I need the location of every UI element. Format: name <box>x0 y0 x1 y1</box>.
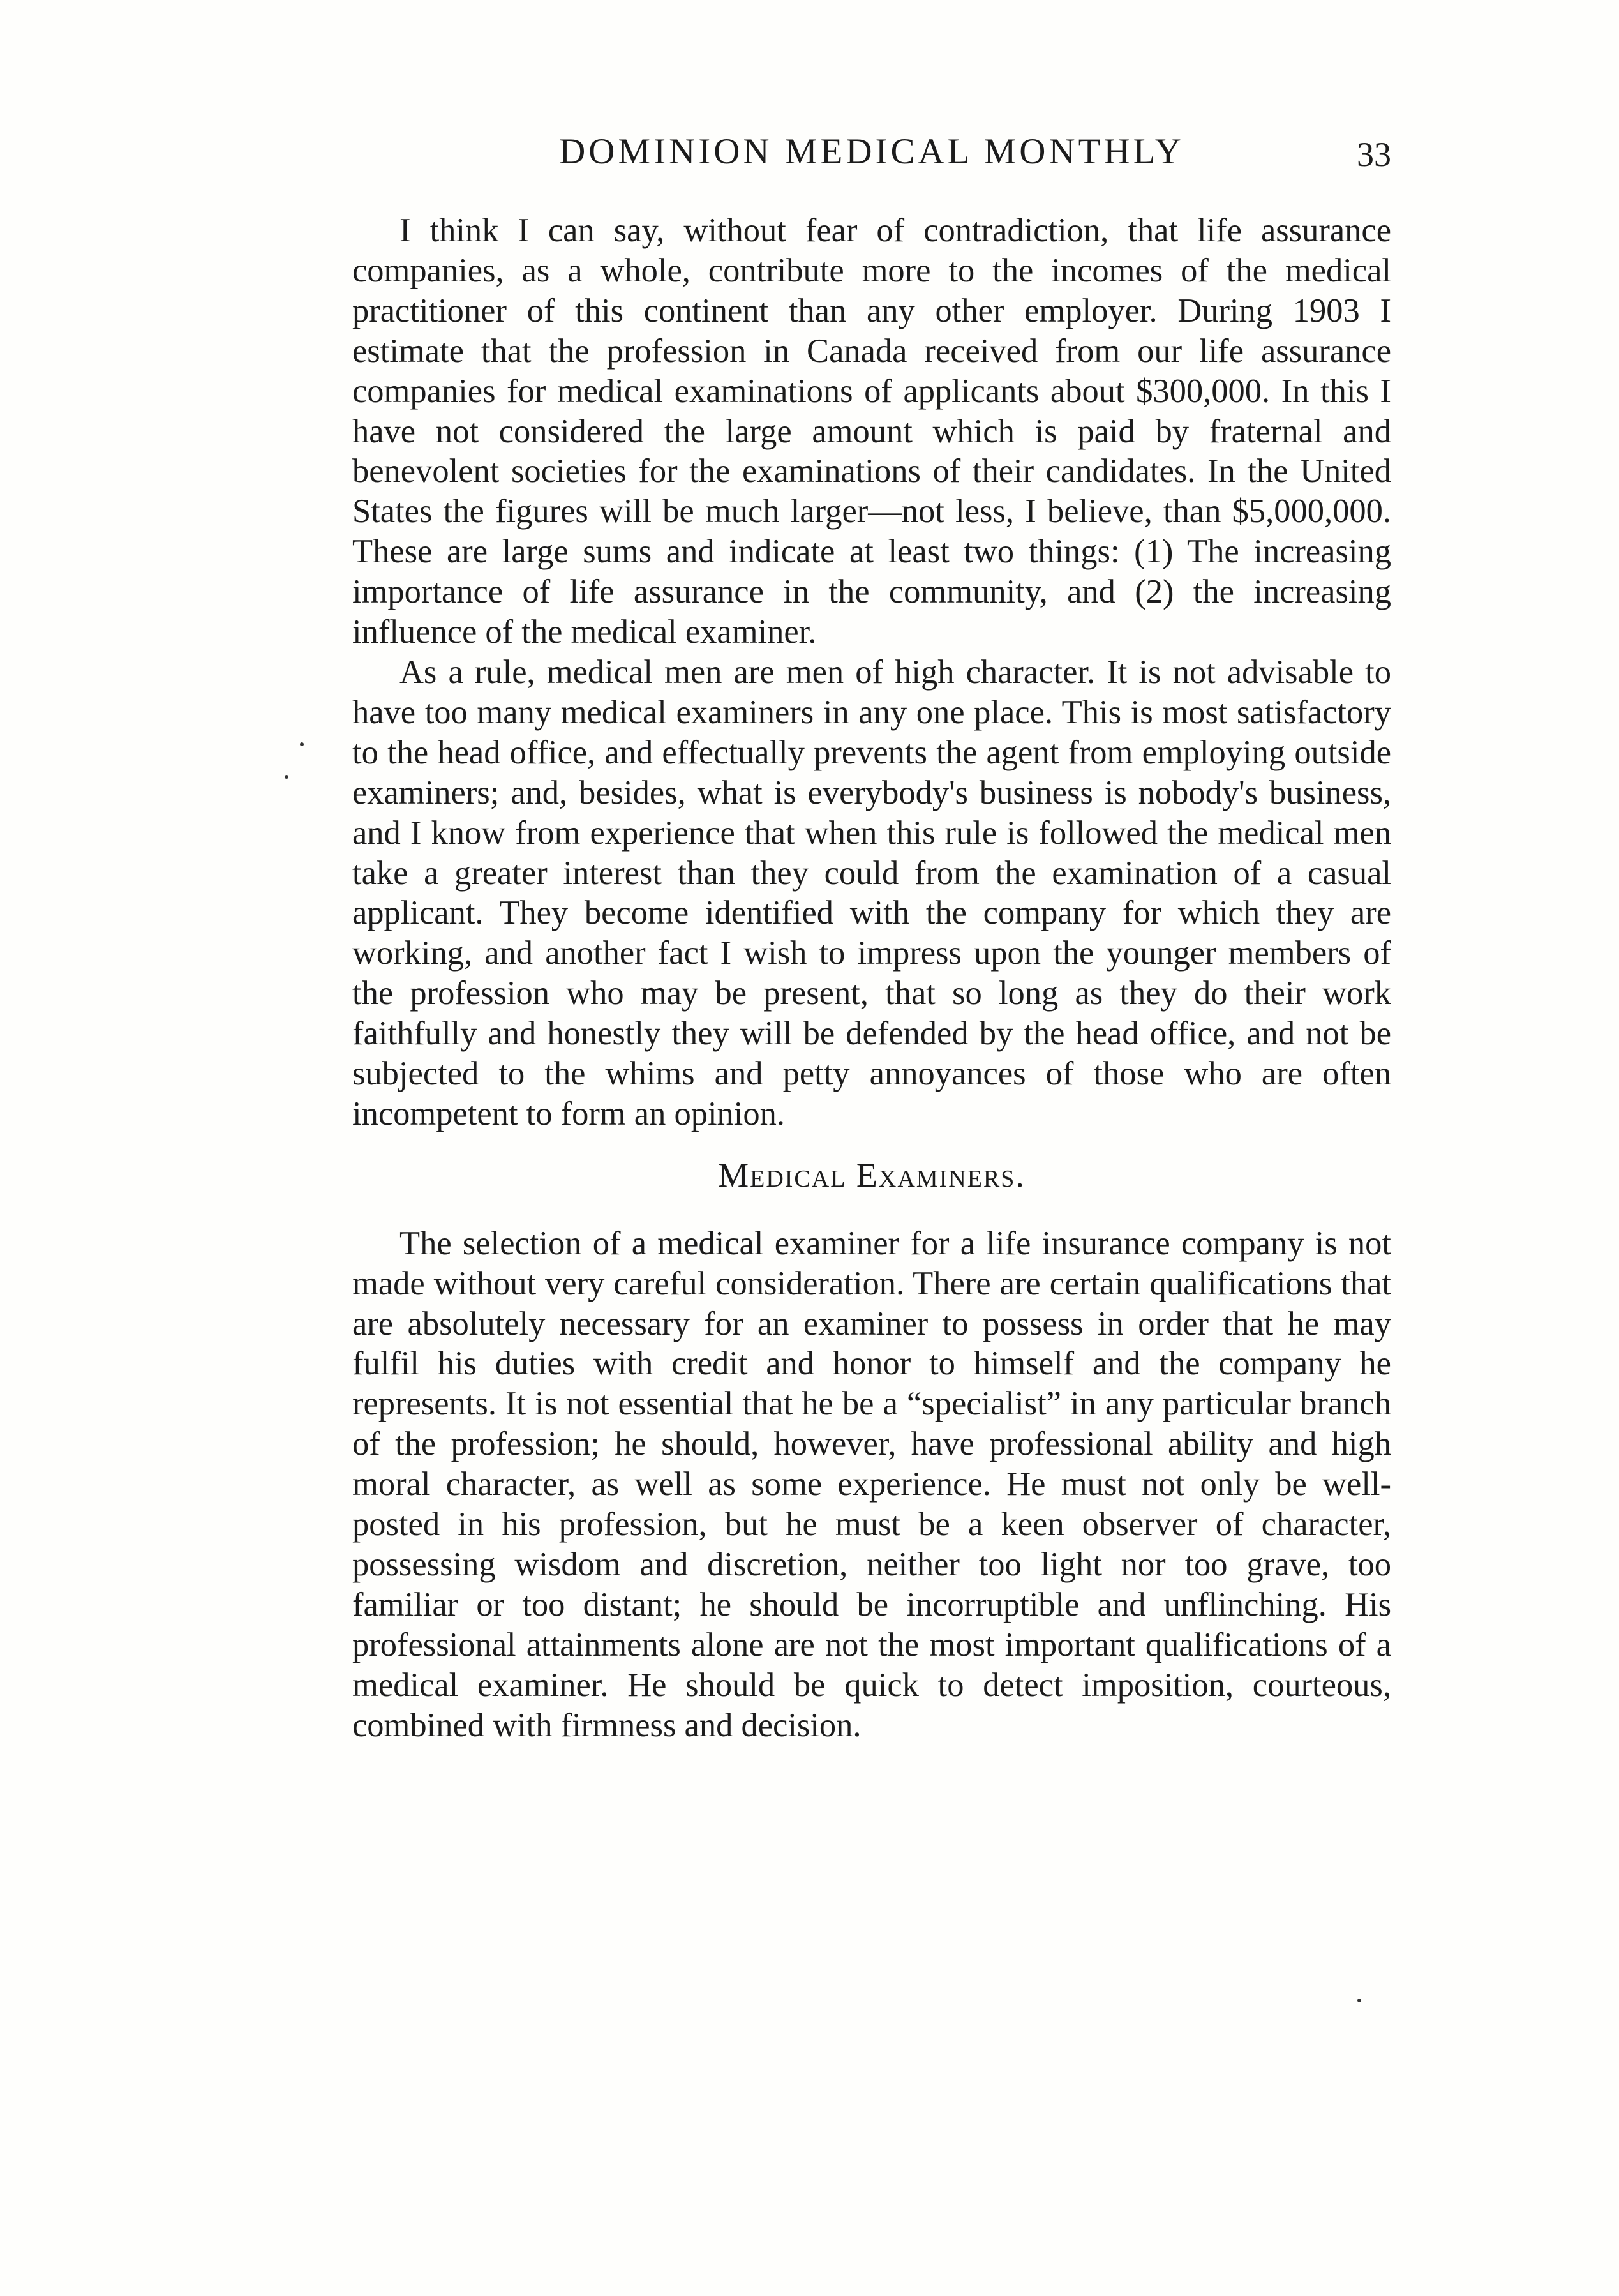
margin-dot-mark <box>285 775 288 779</box>
article-body <box>352 211 1391 1746</box>
margin-dot-mark <box>1357 1999 1361 2002</box>
paragraph-medical-character: As a rule, medical men are men of high character. It is not advisable to have too many medical examiners in any one place. This is most satisfactory to the head office, and effectually prevents the agent from employing outside examiners; and, besides, what is everybody's business is nobody's business, and I know from experience that when this rule is followed the medical men take a greater interest than they could from the examination of a casual applicant. They become identified with the company for which they are working, and another fact I wish to impress upon the younger members of the profession who may be present, that so long as they do their work faithfully and honestly they will be defended by the head office, and not be subjected to the whims and petty annoyances of those who are often incompetent to form an opinion. <box>352 653 1391 1132</box>
margin-dot-mark <box>300 742 304 746</box>
paragraph-life-assurance-incomes: I think I can say, without fear of contradiction, that life assurance companies, as a whole, contribute more to the incomes of the medical practitioner of this continent than any other employer. During 1903 I estimate that the profession in Canada received from our life assurance companies for medical examinations of applicants about $300,000. In this I have not considered the large amount which is paid by fraternal and benevolent societies for the examinations of their candidates. In the United States the figures will be much larger—not less, I believe, than $5,000,000. These are large sums and indicate at least two things: (1) The increasing importance of life assurance in the community, and (2) the increasing influence of the medical examiner. <box>352 212 1391 651</box>
section-heading-medical-examiners: Medical Examiners. <box>718 1155 1026 1194</box>
paragraph-examiner-selection: The selection of a medical examiner for a life insurance company is not made without very careful consideration. There are certain qualifications that are absolutely necessary for an examiner to possess in order that he may fulfil his duties with credit and honor to himself and the company he represents. It is not essential that he be a “specialist” in any particular branch of the profession; he should, however, have professional ability and high moral character, as well as some experience. He must not only be well-posted in his profession, but he must be a keen observer of character, possessing wisdom and discretion, neither too light nor too grave, too familiar or too distant; he should be incorruptible and unflinching. His professional attainments alone are not the most important qualifications of a medical examiner. He should be quick to detect imposition, courteous, combined with firmness and decision. <box>352 1224 1391 1744</box>
running-head <box>352 131 1391 182</box>
journal-title: DOMINION MEDICAL MONTHLY <box>559 131 1184 172</box>
page-number: 33 <box>1357 135 1391 174</box>
